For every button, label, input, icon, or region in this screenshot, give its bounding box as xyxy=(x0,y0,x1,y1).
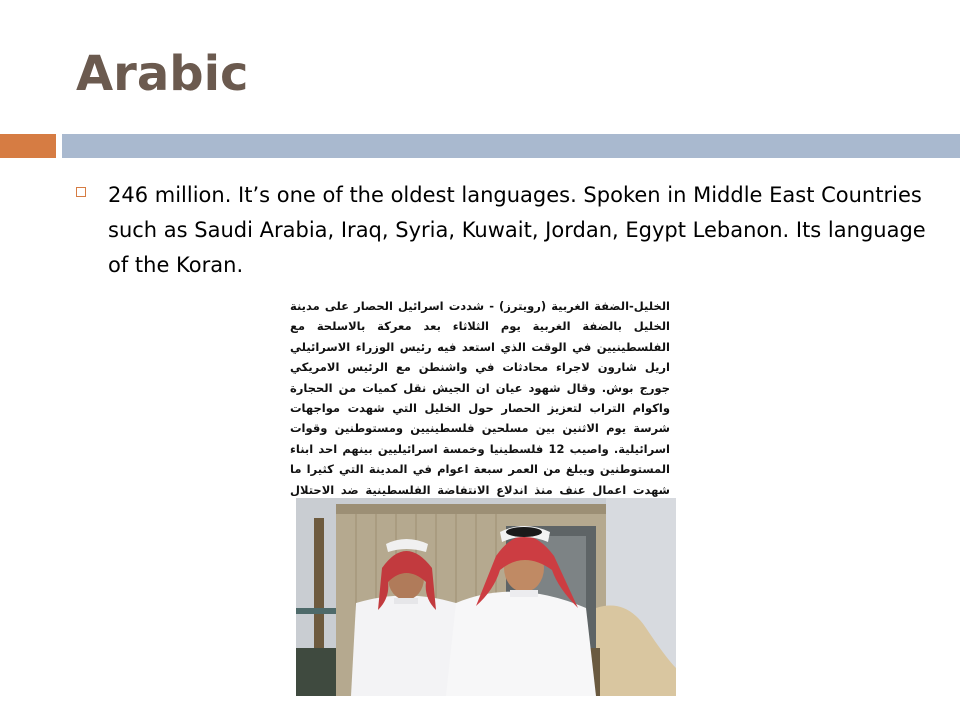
arabic-text-image: الخليل-الضفة الغربية (رويترز) - شددت اسرائيل الحصار على مدينة الخليل بالضفة الغربية يوم الثلاثاء بعد معركة بالاسلحة مع الفلسطينيين في الوقت الذي استعد فيه رئيس الوزراء الاسرائيلي اريل شارون لاجراء محادثات في واشنطن مع الرئيس الامريكي جورج بوش. وقال شهود عيان ان الجيش نقل كميات من الحجارة واكوام التراب لتعزيز الحصار حول الخليل التي شهدت مواجهات شرسة يوم الاثنين بين مسلحين فلسطينيين ومستوطنين وقوات اسرائيلية. واصيب 12 فلسطينيا وخمسة اسرائيليين بينهم احد ابناء المستوطنين ويبلغ من العمر سبعة اعوام في المدينة التي كثيرا ما شهدت اعمال عنف منذ اندلاع الانتفاضة الفلسطينية ضد الاحتلال xyxy=(290,296,670,498)
photo-two-men xyxy=(296,498,676,696)
slide-title: Arabic xyxy=(76,46,249,102)
accent-bar-blue xyxy=(62,134,960,158)
bullet-text: 246 million. It’s one of the oldest languages. Spoken in Middle East Countries such as Saudi Arabia, Iraq, Syria, Kuwait, Jordan, Egypt Lebanon. Its language of the Koran. xyxy=(108,183,926,277)
square-bullet-icon xyxy=(76,187,86,197)
bullet-item xyxy=(76,178,936,283)
accent-bar-orange xyxy=(0,134,56,158)
